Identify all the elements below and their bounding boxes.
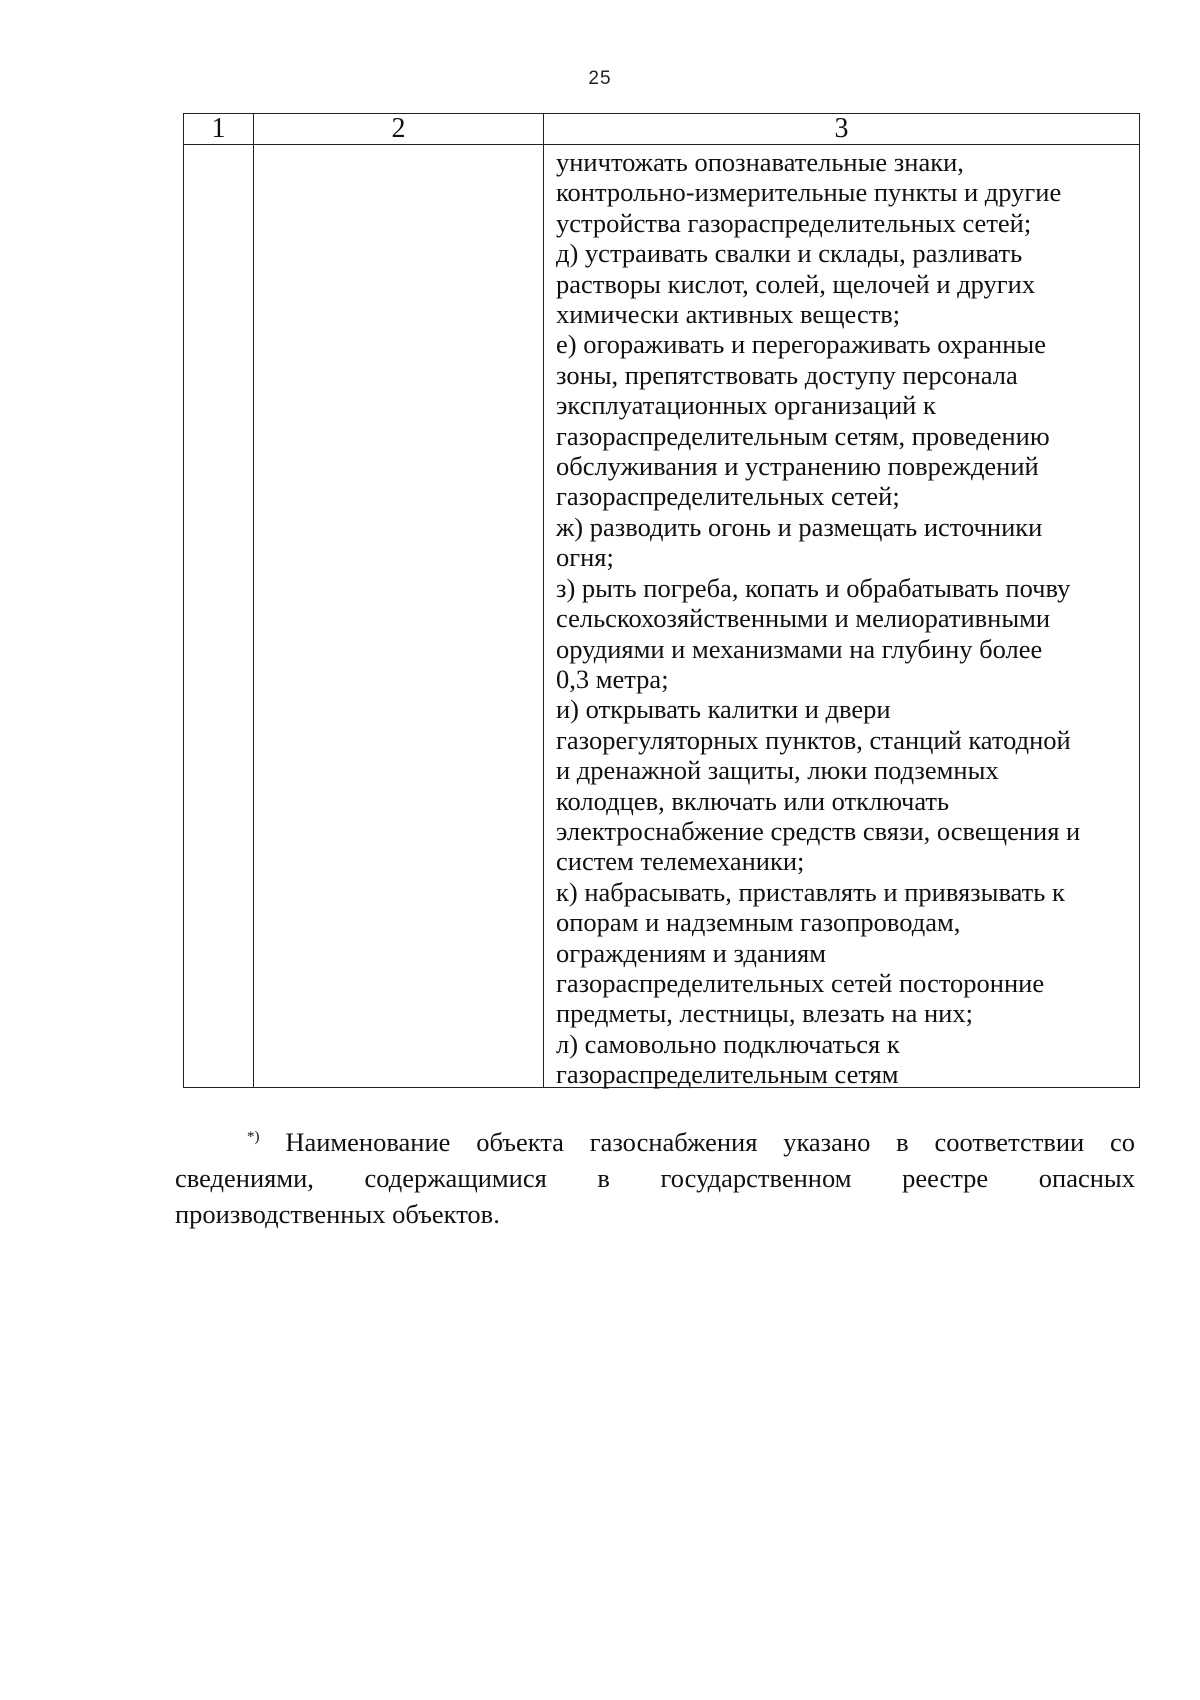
text-line: л) самовольно подключаться к bbox=[556, 1028, 900, 1059]
text-line: ограждениям и зданиям bbox=[556, 937, 826, 968]
text-line: з) рыть погреба, копать и обрабатывать почву bbox=[556, 572, 1071, 603]
footnote-line: производственных объектов. bbox=[175, 1199, 500, 1229]
page-number: 25 bbox=[588, 68, 612, 89]
text-line: химически активных веществ; bbox=[556, 299, 901, 330]
table-header-row bbox=[184, 114, 1140, 145]
text-line: зоны, препятствовать доступу персонала bbox=[556, 359, 1018, 390]
table-cell-col3 bbox=[544, 145, 1140, 1088]
text-line: колодцев, включать или отключать bbox=[556, 785, 950, 816]
text-line: газораспределительным сетям bbox=[556, 1059, 899, 1090]
text-line: е) огораживать и перегораживать охранные bbox=[556, 329, 1046, 360]
prohibitions-text bbox=[544, 145, 1139, 1090]
text-line: огня; bbox=[556, 542, 614, 573]
text-line: ж) разводить огонь и размещать источники bbox=[556, 511, 1043, 542]
text-line: газораспределительным сетям, проведению bbox=[556, 420, 1050, 451]
text-line: обслуживания и устранению повреждений bbox=[556, 451, 1039, 482]
footnote-line: сведениями, содержащимися в государственном реестре опасных bbox=[175, 1163, 1135, 1193]
text-line: газорегуляторных пунктов, станций катодной bbox=[556, 724, 1071, 755]
footnote-marker: *) bbox=[247, 1129, 260, 1146]
text-line: уничтожать опознавательные знаки, bbox=[556, 147, 964, 177]
text-line: орудиями и механизмами на глубину более bbox=[556, 633, 1043, 664]
text-line: газораспределительных сетей посторонние bbox=[556, 967, 1045, 998]
footnote-line bbox=[175, 1124, 1135, 1160]
footnote bbox=[175, 1124, 1135, 1232]
column-header-1: 1 bbox=[184, 114, 254, 145]
text-line: и дренажной защиты, люки подземных bbox=[556, 755, 999, 786]
text-line: растворы кислот, солей, щелочей и других bbox=[556, 268, 1036, 299]
text-line: эксплуатационных организаций к bbox=[556, 390, 936, 421]
table-cell-col1 bbox=[184, 145, 254, 1088]
footnote-line-text: Наименование объекта газоснабжения указано в соответствии со bbox=[285, 1127, 1136, 1157]
table-row bbox=[184, 145, 1140, 1088]
text-line: к) набрасывать, приставлять и привязывать к bbox=[556, 876, 1065, 907]
requirements-table bbox=[183, 113, 1140, 1088]
text-line: устройства газораспределительных сетей; bbox=[556, 207, 1032, 238]
text-line: электроснабжение средств связи, освещения и bbox=[556, 815, 1081, 846]
text-line: сельскохозяйственными и мелиоративными bbox=[556, 603, 1051, 634]
text-line: газораспределительных сетей; bbox=[556, 481, 900, 512]
text-line: контрольно-измерительные пункты и другие bbox=[556, 177, 1062, 208]
text-line: д) устраивать свалки и склады, разливать bbox=[556, 238, 1023, 269]
column-header-2: 2 bbox=[254, 114, 544, 145]
text-line: систем телемеханики; bbox=[556, 846, 805, 877]
text-line: опорам и надземным газопроводам, bbox=[556, 907, 961, 938]
text-line: 0,3 метра; bbox=[556, 663, 669, 694]
column-header-3: 3 bbox=[544, 114, 1140, 145]
text-line: предметы, лестницы, влезать на них; bbox=[556, 998, 973, 1029]
table-cell-col2 bbox=[254, 145, 544, 1088]
text-line: и) открывать калитки и двери bbox=[556, 694, 891, 725]
